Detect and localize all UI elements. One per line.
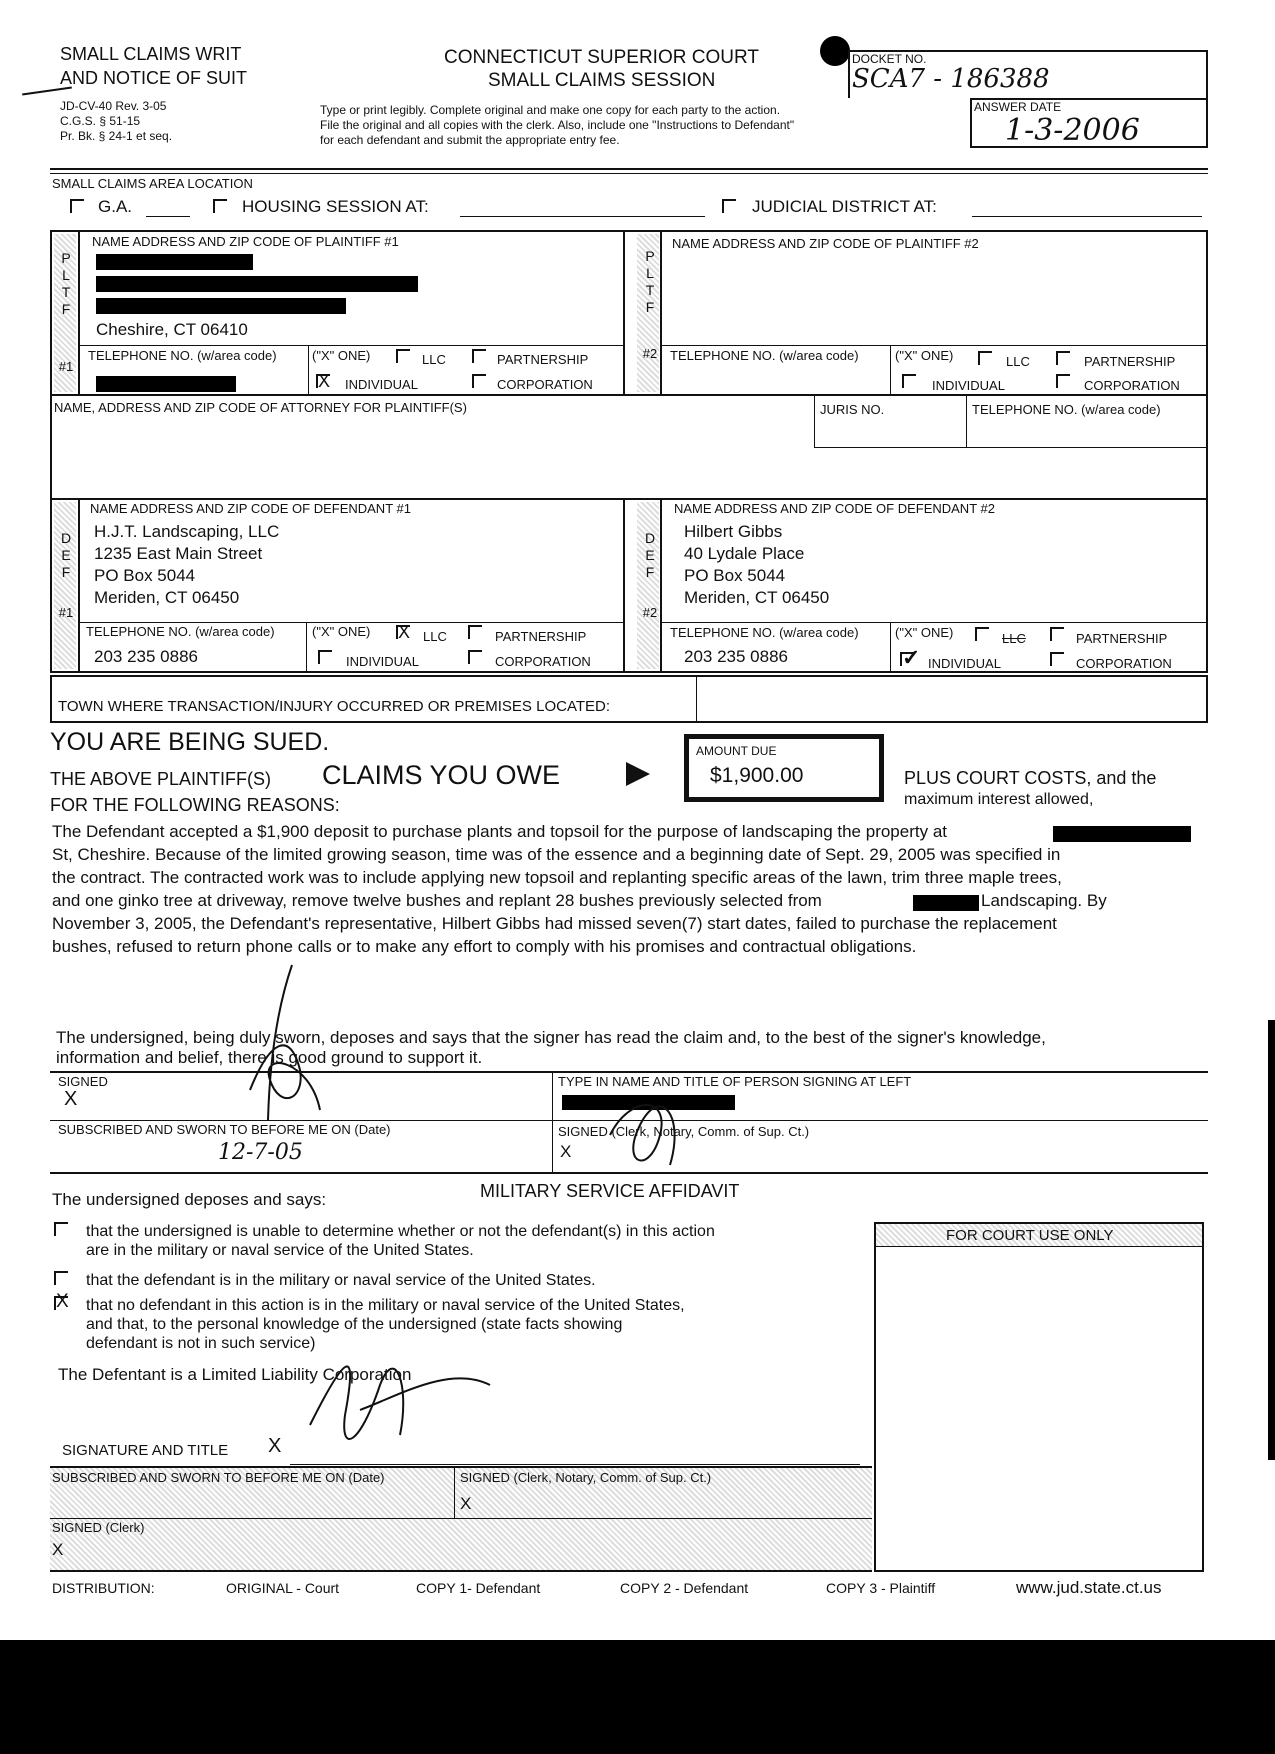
military-option-2-checkbox[interactable] xyxy=(54,1271,68,1285)
military-option-3-line-1: that no defendant in this action is in the military or naval service of the United States, xyxy=(86,1297,685,1314)
military-clerk-label: SIGNED (Clerk, Notary, Comm. of Sup. Ct.) xyxy=(460,1470,712,1485)
defendant-1-side-label: D E F xyxy=(60,530,72,580)
instructions-line-3: for each defendant and submit the appropriate entry fee. xyxy=(320,133,620,147)
plaintiff-1-side-label: P L T F xyxy=(61,250,71,317)
housing-label: HOUSING SESSION AT: xyxy=(242,197,429,216)
plaintiff-2-label: NAME ADDRESS AND ZIP CODE OF PLAINTIFF #2 xyxy=(672,236,979,251)
plaintiff-1-corporation-checkbox[interactable] xyxy=(472,374,486,388)
form-title: SMALL CLAIMS WRIT xyxy=(60,44,242,64)
plaintiff-signature xyxy=(220,960,350,1130)
plus-court-costs: PLUS COURT COSTS, and the xyxy=(904,768,1157,788)
court-session: SMALL CLAIMS SESSION xyxy=(488,70,716,91)
defendant-2-corporation-label: CORPORATION xyxy=(1076,656,1172,671)
signature-title-label: SIGNATURE AND TITLE xyxy=(62,1442,229,1459)
defendant-2-city: Meriden, CT 06450 xyxy=(684,588,830,607)
court-use-label: FOR COURT USE ONLY xyxy=(946,1227,1114,1244)
defendant-1-city: Meriden, CT 06450 xyxy=(94,588,240,607)
court-use-box xyxy=(874,1222,1204,1572)
military-signature xyxy=(300,1325,500,1475)
scan-bottom-band xyxy=(0,1640,1275,1754)
defendant-1-corporation-label: CORPORATION xyxy=(495,654,591,669)
redaction xyxy=(913,895,979,911)
oath-sign-x: X xyxy=(64,1088,78,1110)
redaction xyxy=(96,254,253,270)
attorney-tel-label: TELEPHONE NO. (w/area code) xyxy=(972,402,1161,417)
plaintiff-1-individual-mark: X xyxy=(318,371,331,391)
plaintiff-1-partnership-checkbox[interactable] xyxy=(472,349,486,363)
plaintiff-2-corporation-checkbox[interactable] xyxy=(1056,374,1070,388)
answer-date-value: 1-3-2006 xyxy=(1005,113,1140,148)
defendant-1-tel-label: TELEPHONE NO. (w/area code) xyxy=(86,624,275,639)
plaintiff-1-partnership-label: PARTNERSHIP xyxy=(497,352,589,367)
defendant-2-individual-label: INDIVIDUAL xyxy=(928,656,1001,671)
form-code: JD-CV-40 Rev. 3-05 xyxy=(60,99,167,113)
defendant-1-x-one: ("X" ONE) xyxy=(312,624,371,639)
military-option-1-line-2: are in the military or naval service of the United States. xyxy=(86,1242,474,1259)
subscribed-date: 12-7-05 xyxy=(218,1140,303,1165)
you-are-being-sued: YOU ARE BEING SUED. xyxy=(50,728,330,756)
defendant-1-individual-label: INDIVIDUAL xyxy=(346,654,419,669)
plaintiff-2-x-one: ("X" ONE) xyxy=(895,348,954,363)
distribution-label: DISTRIBUTION: xyxy=(52,1580,155,1596)
defendant-1-label: NAME ADDRESS AND ZIP CODE OF DEFENDANT #1 xyxy=(90,501,411,516)
plaintiff-2-individual-label: INDIVIDUAL xyxy=(932,378,1005,393)
website: www.jud.state.ct.us xyxy=(1016,1578,1162,1597)
oath-line-2: information and belief, there is good ground to support it. xyxy=(56,1048,483,1067)
claim-text-line-1: The Defendant accepted a $1,900 deposit to purchase plants and topsoil for the purpose of landscaping the property at xyxy=(52,822,947,841)
ga-label: G.A. xyxy=(98,197,133,216)
defendant-2-name: Hilbert Gibbs xyxy=(684,522,783,541)
defendant-2-llc-checkbox[interactable] xyxy=(975,627,989,641)
docket-number: SCA7 - 186388 xyxy=(852,64,1050,94)
signature-title-x: X xyxy=(268,1435,282,1457)
maximum-interest: maximum interest allowed, xyxy=(904,791,1094,808)
answer-date-label: ANSWER DATE xyxy=(974,100,1062,114)
clerk-signed-label: SIGNED (Clerk) xyxy=(52,1520,145,1535)
defendant-1-corporation-checkbox[interactable] xyxy=(468,650,482,664)
plaintiff-2-individual-checkbox[interactable] xyxy=(902,374,916,388)
type-name-label: TYPE IN NAME AND TITLE OF PERSON SIGNING AT LEFT xyxy=(558,1074,912,1089)
defendant-1-partnership-checkbox[interactable] xyxy=(468,625,482,639)
redaction xyxy=(1053,826,1191,842)
claim-text-line-6: bushes, refused to return phone calls or to make any effort to comply with his promises and contractual obligations. xyxy=(52,937,917,956)
docket-label: DOCKET NO. xyxy=(852,52,927,66)
clerk-signed-x: X xyxy=(52,1540,64,1559)
plaintiff-2-tel-label: TELEPHONE NO. (w/area code) xyxy=(670,348,859,363)
form-practice-book: Pr. Bk. § 24-1 et seq. xyxy=(60,129,173,143)
arrow-right-icon xyxy=(626,762,650,786)
plaintiff-2-llc-checkbox[interactable] xyxy=(978,351,992,365)
plaintiff-1-tel-label: TELEPHONE NO. (w/area code) xyxy=(88,348,277,363)
defendant-2-x-one: ("X" ONE) xyxy=(895,625,954,640)
defendant-2-partnership-label: PARTNERSHIP xyxy=(1076,631,1168,646)
claim-text-line-4b: Landscaping. By xyxy=(981,891,1107,910)
oath-clerk-x: X xyxy=(560,1142,572,1161)
military-title: MILITARY SERVICE AFFIDAVIT xyxy=(480,1181,740,1201)
defendant-2-tel: 203 235 0886 xyxy=(684,647,788,666)
military-option-2: that the defendant is in the military or naval service of the United States. xyxy=(86,1272,596,1289)
housing-checkbox[interactable] xyxy=(213,199,227,213)
military-option-3-line-3: defendant is not in such service) xyxy=(86,1335,316,1352)
redaction xyxy=(96,276,418,292)
claim-text-line-3: the contract. The contracted work was to include applying new topsoil and replanting specific areas of the lawn, trim three maple trees, xyxy=(52,868,1062,887)
claims-you-owe: CLAIMS YOU OWE xyxy=(322,760,561,790)
redaction xyxy=(96,376,236,392)
defendant-2-street: 40 Lydale Place xyxy=(684,544,805,563)
court-name: CONNECTICUT SUPERIOR COURT xyxy=(444,47,759,68)
claim-text-line-5: November 3, 2005, the Defendant's representative, Hilbert Gibbs had missed seven(7) start dates, failed to purchase the replacement xyxy=(52,914,1057,933)
town-label: TOWN WHERE TRANSACTION/INJURY OCCURRED OR PREMISES LOCATED: xyxy=(58,698,611,715)
above-plaintiffs: THE ABOVE PLAINTIFF(S) xyxy=(50,769,272,789)
defendant-1-partnership-label: PARTNERSHIP xyxy=(495,629,587,644)
defendant-2-side-number: #2 xyxy=(642,605,658,620)
defendant-1-pobox: PO Box 5044 xyxy=(94,566,196,585)
claim-text-line-2: St, Cheshire. Because of the limited growing season, time was of the essence and a beginning date of Sept. 29, 2005 was specified in xyxy=(52,845,1061,864)
distribution-copy-2: COPY 2 - Defendant xyxy=(620,1580,749,1596)
defendant-1-name: H.J.T. Landscaping, LLC xyxy=(94,522,280,541)
amount-due-label: AMOUNT DUE xyxy=(696,744,777,758)
defendant-2-corporation-checkbox[interactable] xyxy=(1050,652,1064,666)
judicial-label: JUDICIAL DISTRICT AT: xyxy=(752,197,937,216)
scan-edge-mark xyxy=(1268,1020,1275,1460)
defendant-1-tel: 203 235 0886 xyxy=(94,647,198,666)
plaintiff-2-side-label: P L T F xyxy=(645,248,655,315)
judicial-checkbox[interactable] xyxy=(722,199,736,213)
form-title-2: AND NOTICE OF SUIT xyxy=(60,68,248,88)
plaintiff-2-llc-label: LLC xyxy=(1006,354,1030,369)
military-subscribed-label: SUBSCRIBED AND SWORN TO BEFORE ME ON (Date) xyxy=(52,1470,385,1485)
military-clerk-x: X xyxy=(460,1494,472,1513)
juris-label: JURIS NO. xyxy=(820,402,885,417)
plaintiff-1-corporation-label: CORPORATION xyxy=(497,377,593,392)
ga-checkbox[interactable] xyxy=(70,199,84,213)
distribution-copy-1: COPY 1- Defendant xyxy=(416,1580,541,1596)
subscribed-label: SUBSCRIBED AND SWORN TO BEFORE ME ON (Date) xyxy=(58,1122,391,1137)
defendant-2-tel-label: TELEPHONE NO. (w/area code) xyxy=(670,625,859,640)
oath-clerk-label: SIGNED (Clerk, Notary, Comm. of Sup. Ct.) xyxy=(558,1124,810,1139)
form-statute: C.G.S. § 51-15 xyxy=(60,114,141,128)
amount-due-value: $1,900.00 xyxy=(710,764,804,787)
hole-punch-mark xyxy=(820,36,850,66)
plaintiff-1-side-number: #1 xyxy=(58,359,74,374)
defendant-1-street: 1235 East Main Street xyxy=(94,544,263,563)
area-location-label: SMALL CLAIMS AREA LOCATION xyxy=(52,176,253,191)
military-facts: The Defentant is a Limited Liability Corporation xyxy=(58,1365,412,1384)
oath-line-1: The undersigned, being duly sworn, deposes and says that the signer has read the claim and, to the best of the signer's knowledge, xyxy=(56,1028,1046,1047)
military-option-1-checkbox[interactable] xyxy=(54,1222,68,1236)
redaction xyxy=(96,298,346,314)
plaintiff-2-partnership-checkbox[interactable] xyxy=(1056,351,1070,365)
defendant-2-pobox: PO Box 5044 xyxy=(684,566,786,585)
distribution-original: ORIGINAL - Court xyxy=(226,1580,340,1596)
plaintiff-1-label: NAME ADDRESS AND ZIP CODE OF PLAINTIFF #1 xyxy=(92,234,399,249)
defendant-2-label: NAME ADDRESS AND ZIP CODE OF DEFENDANT #2 xyxy=(674,501,995,516)
oath-signed-label: SIGNED xyxy=(58,1074,108,1089)
defendant-1-individual-checkbox[interactable] xyxy=(318,650,332,664)
plaintiff-2-corporation-label: CORPORATION xyxy=(1084,378,1180,393)
distribution-copy-3: COPY 3 - Plaintiff xyxy=(826,1580,936,1596)
plaintiff-2-side-number: #2 xyxy=(642,346,658,361)
defendant-1-side-number: #1 xyxy=(58,605,74,620)
defendant-2-partnership-checkbox[interactable] xyxy=(1050,627,1064,641)
following-reasons: FOR THE FOLLOWING REASONS: xyxy=(50,795,340,815)
plaintiff-1-llc-checkbox[interactable] xyxy=(396,349,410,363)
plaintiff-1-llc-label: LLC xyxy=(422,352,446,367)
defendant-1-llc-label: LLC xyxy=(423,629,447,644)
claim-text-line-4: and one ginko tree at driveway, remove twelve bushes and replant 28 bushes previously selected from xyxy=(52,891,822,910)
defendant-2-llc-label: LLC xyxy=(1002,631,1026,646)
plaintiff-1-city: Cheshire, CT 06410 xyxy=(96,320,248,339)
notary-signature xyxy=(590,1075,700,1185)
plaintiff-1-individual-label: INDIVIDUAL xyxy=(345,377,418,392)
plaintiff-2-partnership-label: PARTNERSHIP xyxy=(1084,354,1176,369)
plaintiff-1-x-one: ("X" ONE) xyxy=(312,348,371,363)
military-intro: The undersigned deposes and says: xyxy=(52,1190,327,1209)
military-option-3-mark: X xyxy=(56,1291,69,1312)
instructions-line-1: Type or print legibly. Complete original and make one copy for each party to the action. xyxy=(320,103,781,117)
military-option-1-line-1: that the undersigned is unable to determine whether or not the defendant(s) in this action xyxy=(86,1223,715,1240)
instructions-line-2: File the original and all copies with the clerk. Also, include one "Instructions to Defendant" xyxy=(320,118,795,132)
military-option-3-line-2: and that, to the personal knowledge of the undersigned (state facts showing xyxy=(86,1316,623,1333)
defendant-2-individual-mark: ✓ xyxy=(902,645,921,670)
defendant-1-llc-mark: X xyxy=(398,622,411,642)
defendant-2-side-label: D E F xyxy=(644,530,656,580)
attorney-label: NAME, ADDRESS AND ZIP CODE OF ATTORNEY FOR PLAINTIFF(S) xyxy=(54,400,467,415)
